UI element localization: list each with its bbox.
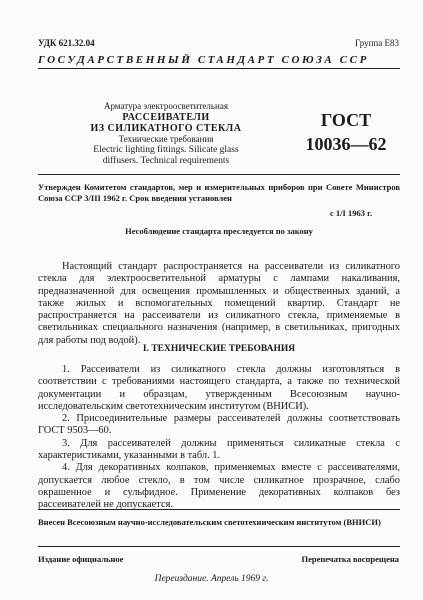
header-divider <box>38 68 400 69</box>
category-label: Арматура электроосветительная <box>104 101 228 111</box>
title-divider <box>38 174 400 175</box>
approval-text: Утвержден Комитетом стандартов, мер и измерительных приборов при Совете Министров Союза ССР 3/III 1962 г. Срок введения установлен <box>38 182 400 203</box>
english-title-line2: diffusers. Technical requirements <box>102 155 230 166</box>
footer-divider-bottom <box>38 546 400 547</box>
intro-paragraph-block <box>38 261 400 347</box>
intro-paragraph: Настоящий стандарт распространяется на рассеиватели из силикатного стекла для электроосветительной арматуры с лампами накаливания, предназначенной для освещения промышленных и общественных зданий, а также жилых и вспомогательных помещений квартир. Стандарт не распространяется на рассеиватели из силикатного стекла, применяемые в светильниках специального назначения (например, в светильниках, пригодных для работы под водой). <box>38 261 400 346</box>
requirement-item-4: 4. Для декоративных колпаков, применяемых вместе с рассеивателями, допускается любое стекло, в том числе силикатное прозрачное, слабо окрашенное и сульфидное. Применение декоративных колпаков без рассеивателей не допускается. <box>38 462 400 511</box>
noncompliance-notice: Несоблюдение стандарта преследуется по закону <box>125 226 313 236</box>
document-title-line1: РАССЕИВАТЕЛИ <box>122 112 210 123</box>
english-title-line1: Electric lighting fittings. Silicate glass <box>93 145 239 155</box>
gost-designation <box>296 108 396 156</box>
gost-number: 10036—62 <box>305 134 387 154</box>
footer-divider-top <box>38 509 400 510</box>
group-code: Группа Е83 <box>355 38 399 48</box>
section-heading: I. ТЕХНИЧЕСКИЕ ТРЕБОВАНИЯ <box>142 344 296 354</box>
document-subtitle: Технические требования <box>118 134 214 144</box>
reprint-notice: Перепечатка воспрещена <box>301 554 399 564</box>
requirement-item-1: 1. Рассеиватели из силикатного стекла должны изготовляться в соответствии с требованиями настоящего стандарта, а также по технической документации и образцам, утвержденным Всесоюзным научно-исследовательским светотехническим институтом (ВНИСИ). <box>38 364 400 412</box>
official-edition: Издание официальное <box>38 554 124 564</box>
requirements-list <box>38 364 400 512</box>
requirement-item-2: 2. Присоединительные размеры рассеивателей должны соответствовать ГОСТ 9503—60. <box>38 413 400 437</box>
effective-date: с 1/I 1963 г. <box>330 208 373 218</box>
title-block <box>56 101 276 166</box>
reissue-note: Переиздание. Апрель 1969 г. <box>154 574 269 584</box>
udk-code: УДК 621.32.04 <box>38 38 95 48</box>
standard-title: ГОСУДАРСТВЕННЫЙ СТАНДАРТ СОЮЗА ССР <box>38 54 369 66</box>
gost-label: ГОСТ <box>320 110 372 130</box>
introduced-by: Внесен Всесоюзным научно-исследовательским светотехническим институтом (ВНИСИ) <box>38 517 381 527</box>
requirement-item-3: 3. Для рассеивателей должны применяться силикатные стекла с характеристиками, указанными в табл. 1. <box>38 437 400 462</box>
document-title-line2: ИЗ СИЛИКАТНОГО СТЕКЛА <box>90 123 242 134</box>
